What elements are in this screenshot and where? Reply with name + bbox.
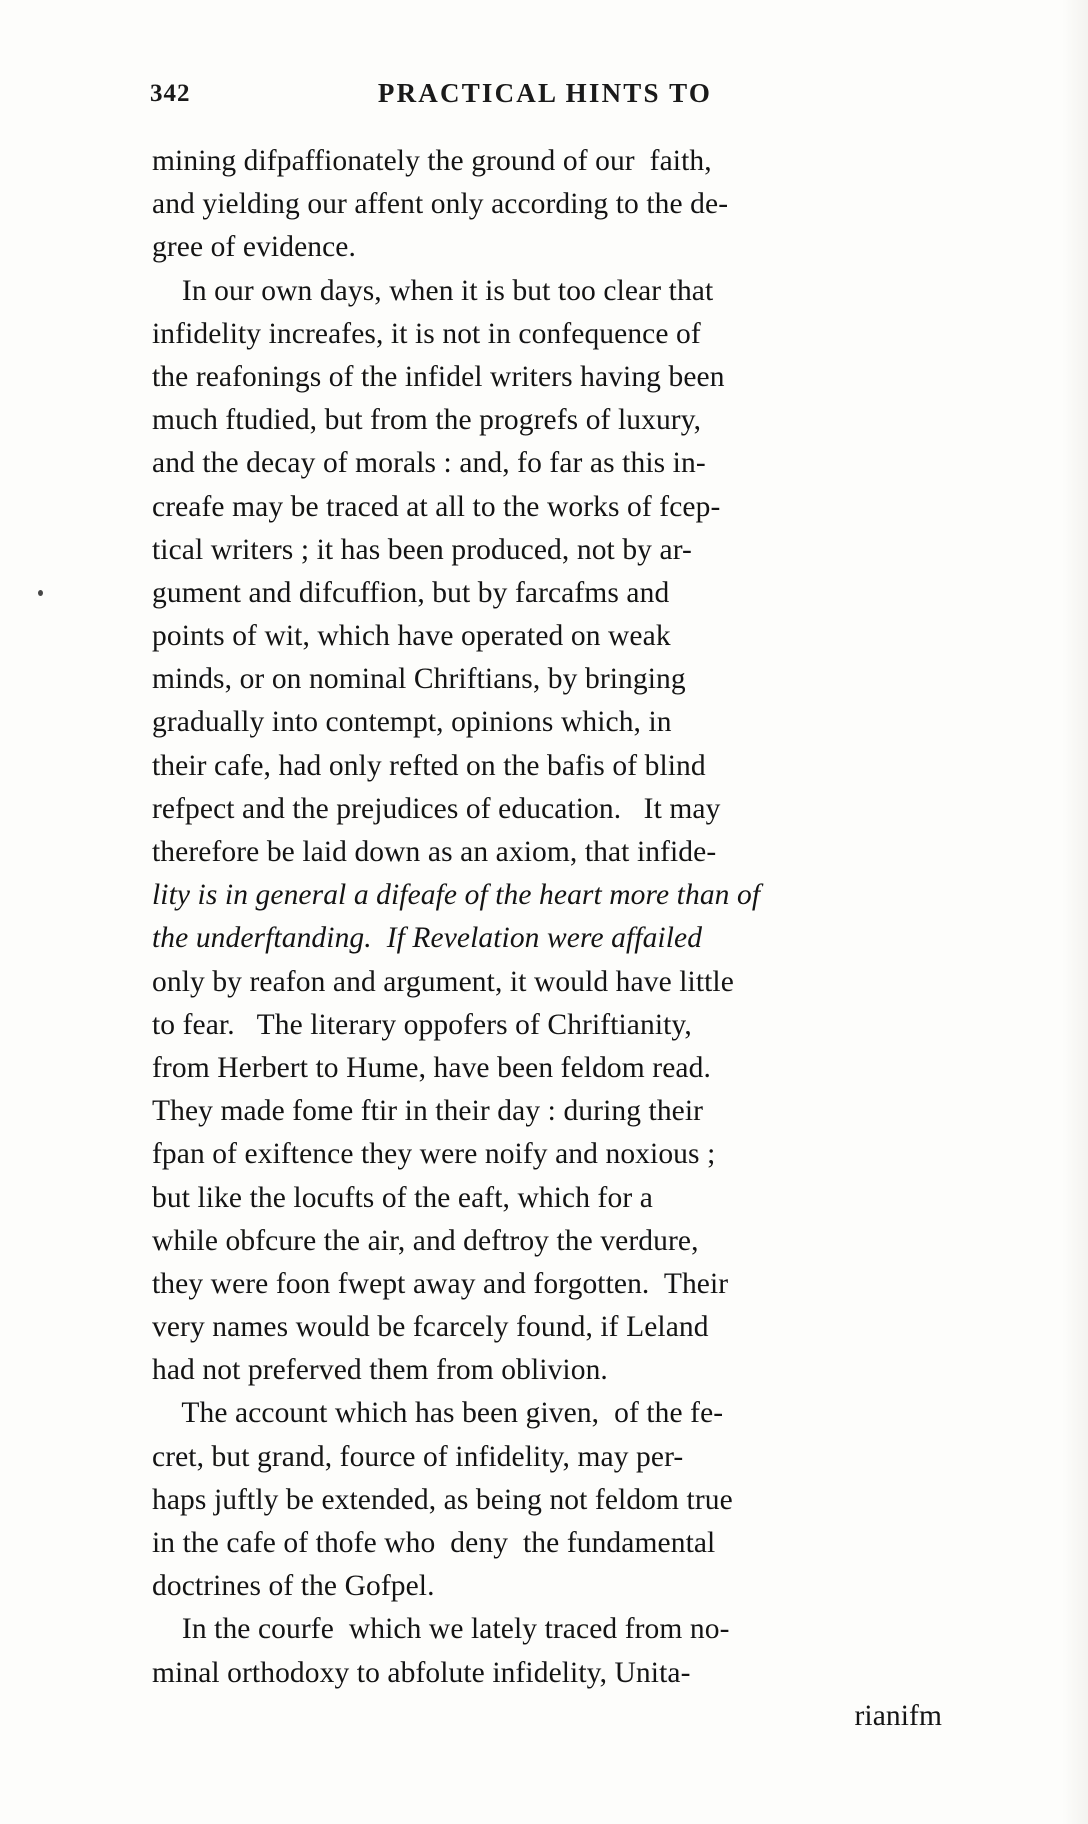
- text-line: In our own days, when it is but too clear that: [152, 274, 714, 307]
- text-line: and yielding our affent only according to the de-: [152, 188, 729, 221]
- text-line: they were foon fwept away and forgotten. Their: [152, 1267, 729, 1300]
- text-line-italic: the underftanding. If Revelation were affailed: [152, 922, 703, 955]
- page-number: 342: [150, 80, 191, 107]
- text-line: much ftudied, but from the progrefs of luxury,: [152, 404, 702, 437]
- text-line: minal orthodoxy to abfolute infidelity, Unita-: [152, 1656, 691, 1689]
- text-line: infidelity increafes, it is not in confequence of: [152, 317, 701, 350]
- text-line: while obfcure the air, and deftroy the verdure,: [152, 1224, 699, 1257]
- text-line: from Herbert to Hume, have been feldom read.: [152, 1051, 711, 1084]
- running-title: PRACTICAL HINTS TO: [377, 78, 713, 108]
- text-line: The account which has been given, of the fe-: [152, 1397, 724, 1430]
- text-line: tical writers ; it has been produced, not by ar-: [152, 533, 692, 566]
- text-line: They made fome ftir in their day : during their: [152, 1095, 704, 1128]
- body-text: [152, 140, 942, 1738]
- text-line: their cafe, had only refted on the bafis of blind: [152, 749, 706, 782]
- text-line: fpan of exiftence they were noify and noxious ;: [152, 1138, 716, 1171]
- text-line: gree of evidence.: [152, 231, 356, 264]
- text-line: minds, or on nominal Chriftians, by bringing: [152, 663, 686, 696]
- text-line: very names would be fcarcely found, if Leland: [152, 1311, 709, 1344]
- text-line: haps juftly be extended, as being not feldom true: [152, 1483, 733, 1516]
- text-line: gument and difcuffion, but by farcafms and: [152, 576, 670, 609]
- ink-speck: [38, 590, 43, 596]
- text-line: cret, but grand, fource of infidelity, may per-: [152, 1440, 684, 1473]
- text-line: gradually into contempt, opinions which, in: [152, 706, 672, 739]
- text-line-italic: lity is in general a difeafe of the heart more than of: [152, 879, 761, 912]
- text-line: creafe may be traced at all to the works of fcep-: [152, 490, 721, 523]
- text-line: only by reafon and argument, it would have little: [152, 965, 734, 998]
- text-line: therefore be laid down as an axiom, that infide-: [152, 836, 717, 868]
- text-line: had not preferved them from oblivion.: [152, 1354, 608, 1387]
- page-header: [140, 78, 950, 118]
- catchword: rianifm: [854, 1699, 942, 1732]
- text-line: in the cafe of thofe who deny the fundamental: [152, 1527, 716, 1559]
- text-line: doctrines of the Gofpel.: [152, 1570, 435, 1603]
- text-line: the reafonings of the infidel writers having been: [152, 360, 725, 393]
- text-line: to fear. The literary oppofers of Chriftianity,: [152, 1008, 692, 1041]
- text-line: but like the locufts of the eaft, which for a: [152, 1181, 653, 1214]
- page-edge-shadow: [1062, 0, 1088, 1824]
- text-line: points of wit, which have operated on weak: [152, 620, 671, 653]
- text-line: mining difpaffionately the ground of our faith,: [152, 145, 712, 177]
- text-line: and the decay of morals : and, fo far as this in-: [152, 447, 706, 480]
- text-line: refpect and the prejudices of education. It may: [152, 792, 721, 825]
- text-line: In the courfe which we lately traced from no-: [152, 1613, 730, 1646]
